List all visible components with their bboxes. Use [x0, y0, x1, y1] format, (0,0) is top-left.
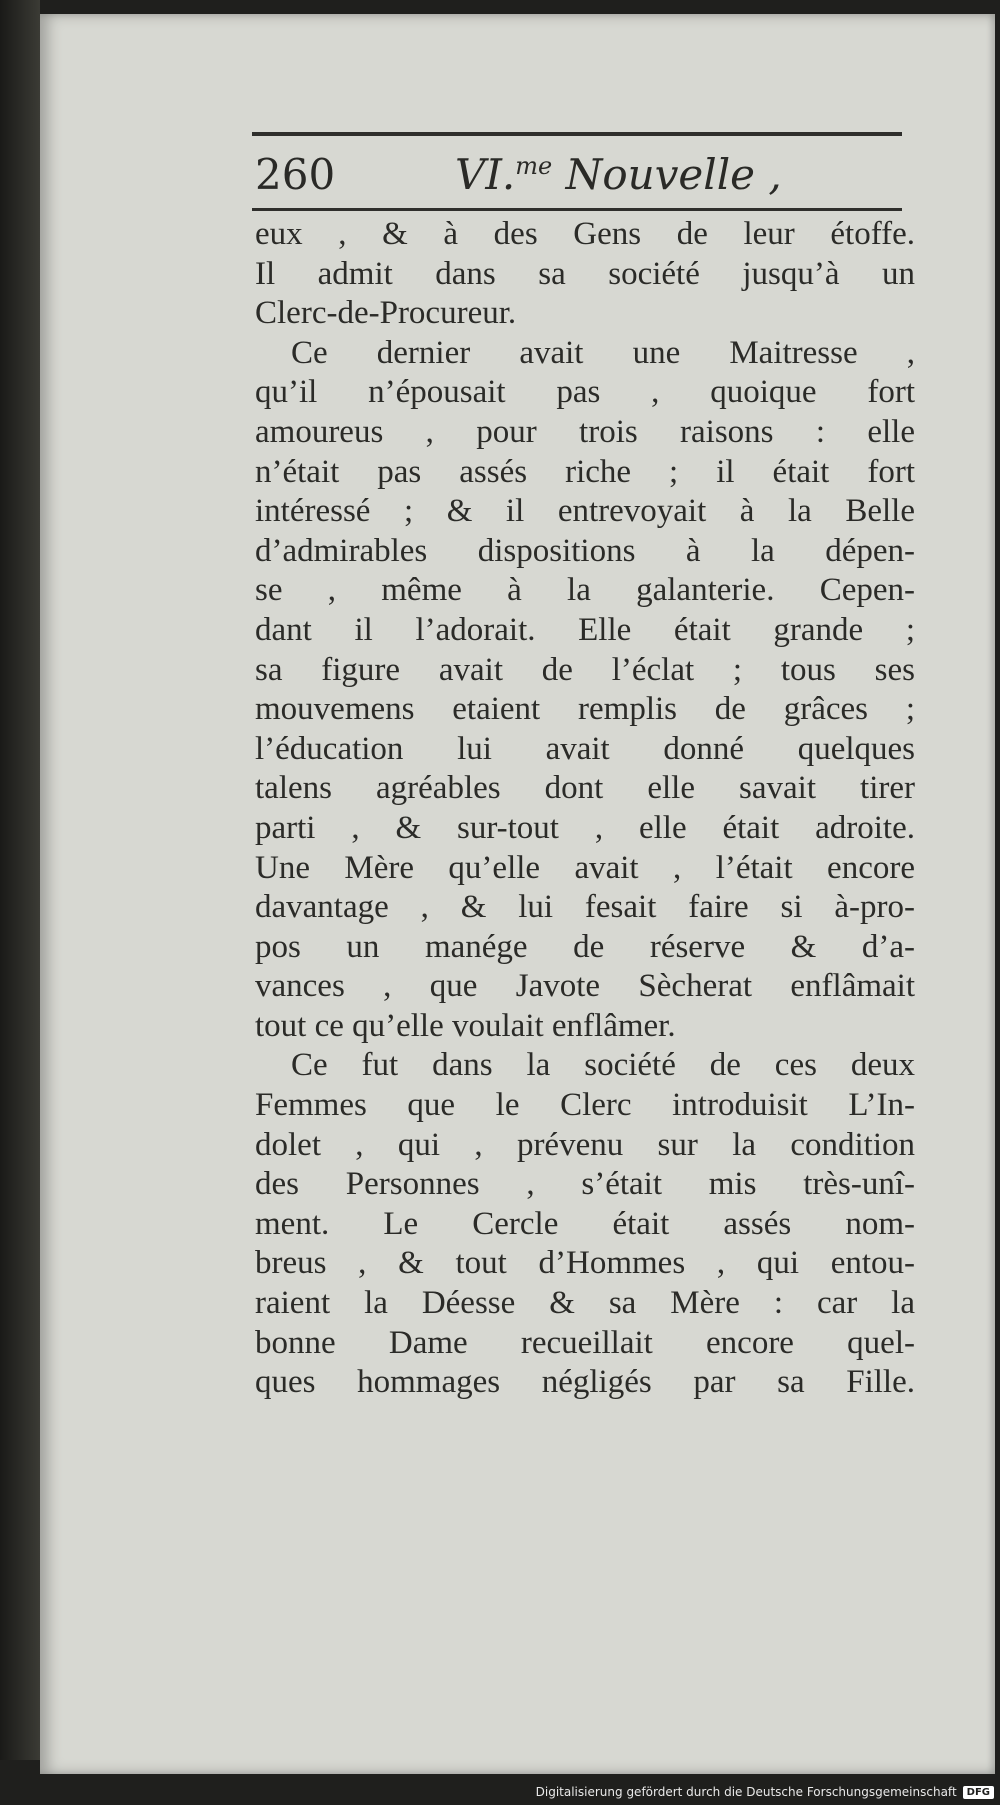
text-line: bonne Dame recueillait encore quel-: [255, 1324, 915, 1361]
running-header: [255, 140, 895, 206]
header-rule-bottom: [252, 208, 902, 211]
credit-text: Digitalisierung gefördert durch die Deutsche Forschungsgemeinschaft: [535, 1785, 957, 1799]
text-line: des Personnes , s’était mis très-unî-: [255, 1166, 915, 1203]
text-line: parti , & sur-tout , elle était adroite.: [255, 809, 915, 846]
text-line: breus , & tout d’Hommes , qui entou-: [255, 1245, 915, 1282]
dfg-logo-icon: DFG: [963, 1786, 994, 1799]
text-line: intéressé ; & il entrevoyait à la Belle: [255, 493, 915, 530]
text-line: tout ce qu’elle voulait enflâmer.: [255, 1007, 676, 1044]
text-line: pos un manége de réserve & d’a-: [255, 928, 915, 965]
text-line: amoureus , pour trois raisons : elle: [255, 413, 915, 450]
body-text: [255, 215, 915, 1403]
text-line: Une Mère qu’elle avait , l’était encore: [255, 849, 915, 886]
text-line: sa figure avait de l’éclat ; tous ses: [255, 651, 915, 688]
running-title-suffix: Nouvelle ,: [565, 150, 782, 199]
text-line: ment. Le Cercle était assés nom-: [255, 1205, 915, 1242]
text-line: mouvemens etaient remplis de grâces ;: [255, 691, 915, 728]
text-line: d’admirables dispositions à la dépen-: [255, 532, 915, 569]
text-line: Clerc-de-Procureur.: [255, 295, 517, 332]
text-line: ques hommages négligés par sa Fille.: [255, 1364, 915, 1401]
text-line: dant il l’adorait. Elle était grande ;: [255, 611, 915, 648]
digitization-credit: [536, 1781, 994, 1803]
text-line: n’était pas assés riche ; il était fort: [255, 453, 915, 490]
text-line: talens agréables dont elle savait tirer: [255, 770, 915, 807]
page-number: 260: [255, 150, 336, 199]
running-title-prefix: VI.: [455, 150, 516, 199]
text-line: Il admit dans sa société jusqu’à un: [255, 255, 915, 292]
text-line: Femmes que le Clerc introduisit L’In-: [255, 1087, 915, 1124]
text-line: qu’il n’épousait pas , quoique fort: [255, 374, 915, 411]
running-title-sup: me: [515, 152, 553, 180]
book-spine-shadow: [0, 0, 40, 1760]
header-rule-top: [252, 132, 902, 136]
text-line: davantage , & lui fesait faire si à-pro-: [255, 889, 915, 926]
text-line: Ce fut dans la société de ces deux: [291, 1047, 915, 1084]
text-line: raient la Déesse & sa Mère : car la: [255, 1285, 915, 1322]
text-line: l’éducation lui avait donné quelques: [255, 730, 915, 767]
text-line: se , même à la galanterie. Cepen-: [255, 572, 915, 609]
text-line: eux , & à des Gens de leur étoffe.: [255, 216, 915, 252]
text-line: Ce dernier avait une Maitresse ,: [291, 334, 915, 371]
running-title: [455, 150, 782, 199]
text-line: vances , que Javote Sècherat enflâmait: [255, 968, 915, 1005]
text-line: dolet , qui , prévenu sur la condition: [255, 1126, 915, 1163]
